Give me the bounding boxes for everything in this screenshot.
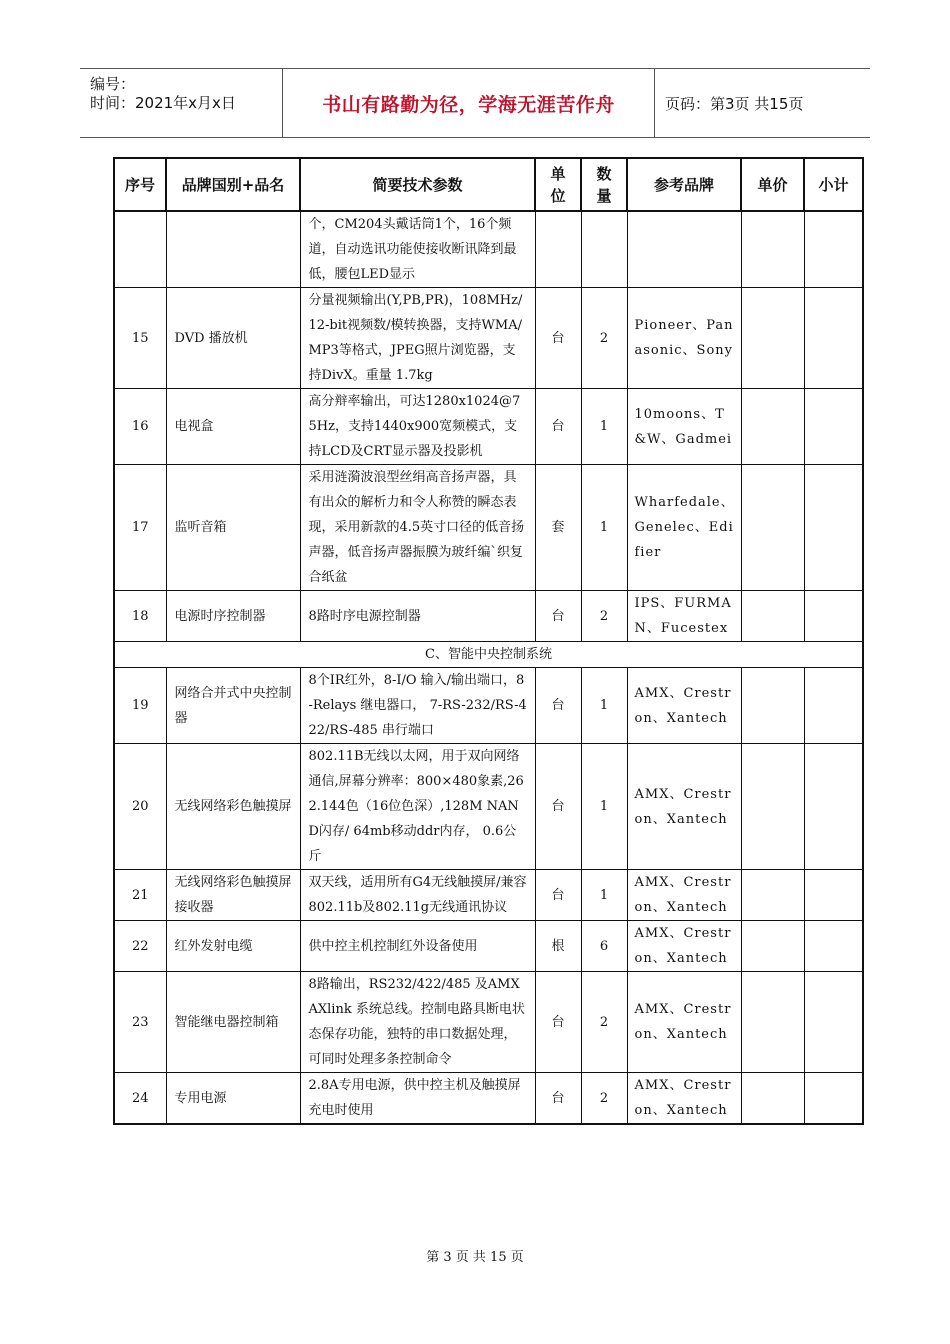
table-row [114, 744, 863, 870]
section-title: C、智能中央控制系统 [114, 642, 863, 668]
cell-price [741, 465, 804, 591]
cell-brand: AMX、Crestron、Xantech [627, 972, 741, 1073]
cell-params: 8路时序电源控制器 [300, 591, 535, 642]
cell-unit: 根 [535, 921, 581, 972]
cell-subtotal [804, 972, 863, 1073]
cell-price [741, 744, 804, 870]
cell-brand: AMX、Crestron、Xantech [627, 668, 741, 744]
col-header-brand: 参考品牌 [627, 158, 741, 211]
cell-qty: 1 [581, 389, 627, 465]
cell-qty: 1 [581, 870, 627, 921]
table-row [114, 465, 863, 591]
cell-index: 18 [114, 591, 166, 642]
col-header-params: 简要技术参数 [300, 158, 535, 211]
cell-subtotal [804, 921, 863, 972]
cell-brand: Pioneer、Panasonic、Sony [627, 288, 741, 389]
cell-price [741, 211, 804, 288]
header-page-code: 页码：第3页 共15页 [665, 94, 804, 113]
table-row [114, 668, 863, 744]
cell-price [741, 921, 804, 972]
table-row [114, 972, 863, 1073]
cell-subtotal [804, 211, 863, 288]
cell-price [741, 389, 804, 465]
cell-price [741, 870, 804, 921]
document-number: 编号： [90, 75, 136, 93]
cell-subtotal [804, 744, 863, 870]
cell-price [741, 1073, 804, 1125]
cell-index: 17 [114, 465, 166, 591]
cell-subtotal [804, 465, 863, 591]
cell-unit: 台 [535, 744, 581, 870]
cell-unit: 套 [535, 465, 581, 591]
cell-params: 个，CM204头戴话筒1个，16个频道，自动选讯功能使接收断讯降到最低，腰包LED显示 [300, 211, 535, 288]
cell-subtotal [804, 288, 863, 389]
col-header-index: 序号 [114, 158, 166, 211]
cell-qty: 1 [581, 668, 627, 744]
cell-params: 双天线，适用所有G4无线触摸屏/兼容802.11b及802.11g无线通讯协议 [300, 870, 535, 921]
cell-params: 2.8A专用电源，供中控主机及触摸屏充电时使用 [300, 1073, 535, 1125]
cell-name: 电源时序控制器 [166, 591, 300, 642]
section-row [114, 642, 863, 668]
cell-params: 采用涟漪波浪型丝绢高音扬声器，具有出众的解析力和令人称赞的瞬态表现，采用新款的4.5英寸口径的低音扬声器，低音扬声器振膜为玻纤编`织复合纸盆 [300, 465, 535, 591]
cell-index: 16 [114, 389, 166, 465]
cell-qty: 2 [581, 288, 627, 389]
cell-name: 无线网络彩色触摸屏 [166, 744, 300, 870]
page-header [80, 68, 870, 138]
cell-brand: AMX、Crestron、Xantech [627, 921, 741, 972]
col-header-unit: 单 位 [535, 158, 581, 211]
cell-name: 专用电源 [166, 1073, 300, 1125]
cell-qty: 2 [581, 972, 627, 1073]
table-row [114, 870, 863, 921]
cell-brand: AMX、Crestron、Xantech [627, 1073, 741, 1125]
cell-unit: 台 [535, 870, 581, 921]
header-motto: 书山有路勤为径，学海无涯苦作舟 [322, 93, 615, 116]
cell-price [741, 288, 804, 389]
cell-index: 20 [114, 744, 166, 870]
table-row [114, 288, 863, 389]
col-header-subtotal: 小计 [804, 158, 863, 211]
cell-qty: 1 [581, 744, 627, 870]
document-date: 时间：2021年x月x日 [90, 94, 236, 112]
cell-index: 15 [114, 288, 166, 389]
cell-index: 22 [114, 921, 166, 972]
header-meta [80, 69, 283, 137]
cell-brand: 10moons、T&W、Gadmei [627, 389, 741, 465]
cell-unit: 台 [535, 972, 581, 1073]
cell-brand: AMX、Crestron、Xantech [627, 744, 741, 870]
cell-brand: AMX、Crestron、Xantech [627, 870, 741, 921]
cell-subtotal [804, 591, 863, 642]
cell-subtotal [804, 870, 863, 921]
cell-name: 智能继电器控制箱 [166, 972, 300, 1073]
cell-unit: 台 [535, 288, 581, 389]
cell-qty [581, 211, 627, 288]
cell-subtotal [804, 389, 863, 465]
cell-qty: 2 [581, 591, 627, 642]
table-row [114, 211, 863, 288]
table-row [114, 591, 863, 642]
cell-unit [535, 211, 581, 288]
cell-params: 供中控主机控制红外设备使用 [300, 921, 535, 972]
cell-params: 8个IR红外，8-I/O 输入/输出端口，8-Relays 继电器口， 7-RS-232/RS-422/RS-485 串行端口 [300, 668, 535, 744]
col-header-qty: 数 量 [581, 158, 627, 211]
cell-name: DVD 播放机 [166, 288, 300, 389]
cell-params: 高分辩率输出，可达1280x1024@75Hz，支持1440x900宽频模式，支持LCD及CRT显示器及投影机 [300, 389, 535, 465]
table-row [114, 921, 863, 972]
cell-name: 红外发射电缆 [166, 921, 300, 972]
header-page-cell [655, 69, 870, 137]
cell-unit: 台 [535, 591, 581, 642]
table-row [114, 389, 863, 465]
cell-index [114, 211, 166, 288]
cell-index: 21 [114, 870, 166, 921]
cell-unit: 台 [535, 389, 581, 465]
cell-qty: 6 [581, 921, 627, 972]
cell-name [166, 211, 300, 288]
cell-params: 802.11B无线以太网，用于双向网络通信,屏幕分辨率：800×480象素,262.144色（16位色深）,128M NAND闪存/ 64mb移动ddr内存， 0.6公斤 [300, 744, 535, 870]
header-motto-cell [283, 69, 655, 137]
page-footer: 第 3 页 共 15 页 [426, 1250, 524, 1265]
cell-params: 8路输出，RS232/422/485 及AMX AXlink 系统总线。控制电路具断电状态保存功能，独特的串口数据处理，可同时处理多条控制命令 [300, 972, 535, 1073]
cell-brand [627, 211, 741, 288]
table-header-row [114, 158, 863, 211]
cell-subtotal [804, 1073, 863, 1125]
cell-price [741, 972, 804, 1073]
cell-name: 电视盒 [166, 389, 300, 465]
cell-price [741, 668, 804, 744]
cell-index: 24 [114, 1073, 166, 1125]
cell-brand: IPS、FURMAN、Fucestex [627, 591, 741, 642]
cell-name: 无线网络彩色触摸屏接收器 [166, 870, 300, 921]
cell-brand: Wharfedale、Genelec、Edifier [627, 465, 741, 591]
cell-name: 网络合并式中央控制器 [166, 668, 300, 744]
cell-price [741, 591, 804, 642]
cell-unit: 台 [535, 1073, 581, 1125]
cell-qty: 1 [581, 465, 627, 591]
cell-subtotal [804, 668, 863, 744]
table-body-top [114, 211, 863, 1124]
equipment-spec-table [113, 157, 864, 1125]
table-row [114, 1073, 863, 1125]
col-header-price: 单价 [741, 158, 804, 211]
cell-qty: 2 [581, 1073, 627, 1125]
cell-name: 监听音箱 [166, 465, 300, 591]
cell-index: 19 [114, 668, 166, 744]
cell-unit: 台 [535, 668, 581, 744]
col-header-name: 品牌国别+品名 [166, 158, 300, 211]
cell-params: 分量视频输出(Y,PB,PR)，108MHz/12-bit视频数/模转换器，支持WMA/MP3等格式，JPEG照片浏览器，支持DivX。重量 1.7kg [300, 288, 535, 389]
cell-index: 23 [114, 972, 166, 1073]
